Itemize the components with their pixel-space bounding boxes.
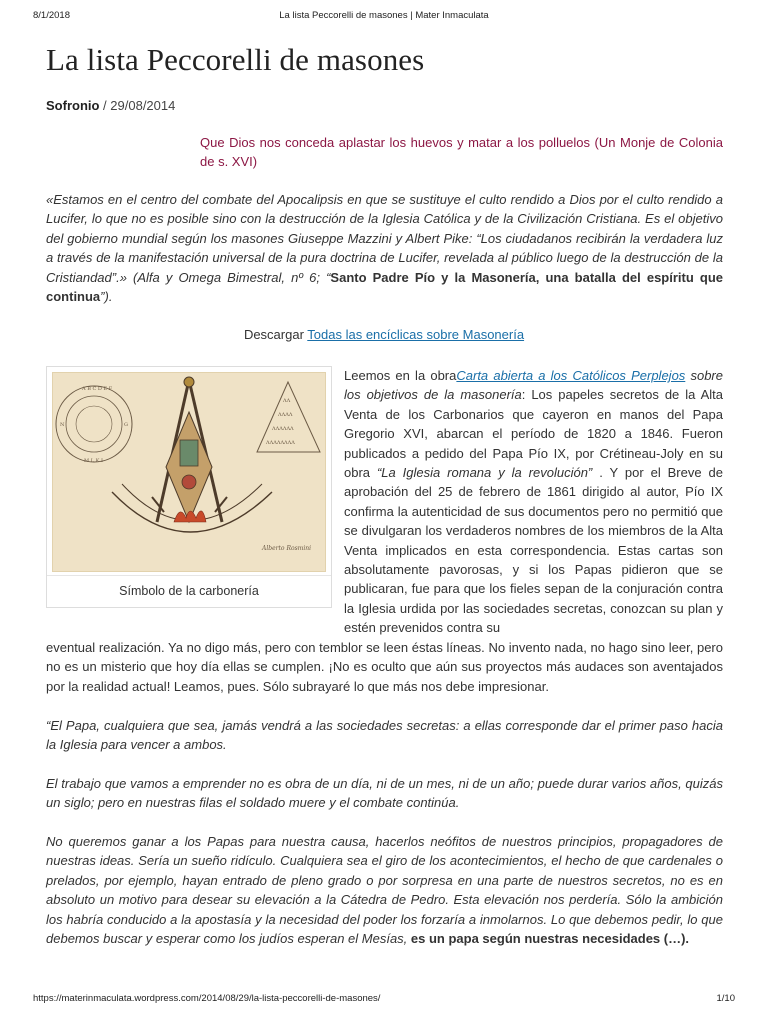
intro-quote-end: ”). (100, 289, 113, 305)
intro-quote-bold-link[interactable]: Santo Padre Pío y la Masonería, una batalla del espíritu que continua (46, 269, 723, 305)
print-date: 8/1/2018 (33, 10, 70, 21)
p1-work-title: “La Iglesia romana y la revolución” (376, 465, 593, 481)
print-page-title: La lista Peccorelli de masones | Mater Inmaculata (279, 10, 489, 21)
p1-text-b: . Y por el Breve de aprobación del 25 de febrero de 1861 dirigido al autor, Pío IX confirma la autenticidad de sus documentos pero no permitió que se divulgaran los verdaderos nombres de los miembros de la Alta Venta implicados en esta correspondencia. Estas cartas son absolutamente pavorosas, y si los Papas pidieron que se publicaran, fue para que los fieles sepan de la conjuración contra la Iglesia urdida por las sociedades secretas, conozcan su plan y estén prevenidos contra su (344, 465, 723, 636)
print-url: https://materinmaculata.wordpress.com/2014/08/29/la-lista-peccorelli-de-masones/ (33, 993, 381, 1004)
byline (46, 98, 175, 113)
download-encyclicals-link[interactable]: Todas las encíclicas sobre Masonería (307, 327, 525, 342)
quote-papas-bold: es un papa según nuestras necesidades (…). (410, 931, 690, 947)
epigraph: Que Dios nos conceda aplastar los huevos y matar a los polluelos (Un Monje de Colonia de s. XVI) (200, 135, 723, 170)
paragraph-1-continued: eventual realización. Ya no digo más, pero con temblor se leen éstas líneas. No invento nada, no hago sino leer, pero no es un misterio que hoy día ellas se cumplen. ¡No es oculto que aún sus proyectos más audaces son aventajados por la realidad actual! Leamos, pues. Sólo subrayaré lo que más nos debe impresionar. (46, 640, 723, 694)
quote-papas (46, 832, 723, 948)
post-date: 29/08/2014 (110, 98, 176, 113)
p1-text-a: : Los papeles secretos de la Alta Venta de los Carbonarios que cayeron en manos del Papa Gregorio XVI, abarcan el período de 1820 a 1846. Fueron publicados a pedido del Papa Pío IX, por Crétineau-Joly en su obra (344, 387, 723, 481)
author-link[interactable]: Sofronio (46, 98, 100, 113)
article-title: La lista Peccorelli de masones (46, 42, 425, 77)
download-prefix: Descargar (243, 327, 308, 342)
download-line (0, 327, 768, 342)
figure-signature: Alberto Rosmini (262, 545, 312, 552)
svg-text:ΛΛ: ΛΛ (283, 398, 291, 404)
intro-quote-text: «Estamos en el centro del combate del Apocalipsis en que se sustituye el culto rendido a Dios por el culto rendido a Lucifer, lo que no es posible sino con la destrucción de la Iglesia Católica y de la Civilización Cristiana. Es el objetivo del gobierno mundial según los masones Giuseppe Mazzini y Albert Pike: “Los ciudadanos recibirán la verdadera luz a través de la manifestación universal de la pura doctrina de Lucifer, revelada al público luego de la destrucción de la Cristiandad”.» (Alfa y Omega Bimestral, nº 6; “ (46, 192, 723, 285)
carta-abierta-link[interactable]: Carta abierta a los Católicos Perplejos (456, 368, 686, 383)
quote-papas-text: No queremos ganar a los Papas para nuestra causa, hacerlos neófitos de nuestros principios, propagadores de nuestras ideas. Sería un sueño ridículo. Cualquiera sea el giro de los acontecimientos, el hecho de que cardenales o prelados, por ejemplo, hayan entrado de pleno grado o por sorpresa en una parte de nuestros secretos, no es en absoluto un motivo para desear su elevación a la Cátedra de Pedro. Esta elevación nos perdería. Sólo la ambición los habría conducido a la apostasía y la necesidad del poder los forzaría a inmolarnos. Lo que debemos pedir, lo que debemos buscar y esperar como los judíos esperan el Mesías, (46, 834, 723, 947)
carboneria-symbol-image (52, 372, 326, 572)
figure-carboneria (46, 366, 332, 608)
print-footer (33, 993, 735, 1007)
quote-trabajo: El trabajo que vamos a emprender no es obra de un día, ni de un mes, ni de un año; puede durar varios años, quizás un siglo; pero en nuestras filas el soldado muere y el combate continúa. (46, 776, 723, 811)
paragraph-1-wrapped (344, 366, 723, 638)
p1-italic: sobre los objetivos de la masonería (344, 368, 723, 403)
byline-separator: / (99, 98, 111, 113)
intro-quote (46, 190, 723, 306)
svg-text:ΛΛΛΛΛΛ: ΛΛΛΛΛΛ (272, 426, 294, 432)
print-header (33, 10, 735, 24)
svg-text:G: G (124, 422, 128, 428)
p1-intro: Leemos en la obra (344, 368, 457, 383)
svg-text:M L K I: M L K I (84, 458, 103, 464)
quote-papa: “El Papa, cualquiera que sea, jamás vendrá a las sociedades secretas: a ellas corresponde dar el primer paso hacia la Iglesia para vencer a ambos. (46, 718, 723, 753)
svg-text:ΛΛΛΛΛΛΛΛ: ΛΛΛΛΛΛΛΛ (266, 440, 295, 446)
figure-caption: Símbolo de la carbonería (47, 575, 331, 606)
print-page-number: 1/10 (716, 993, 735, 1004)
svg-text:N: N (60, 422, 65, 428)
svg-text:A B C D E F: A B C D E F (82, 386, 113, 392)
svg-text:ΛΛΛΛ: ΛΛΛΛ (278, 412, 293, 418)
